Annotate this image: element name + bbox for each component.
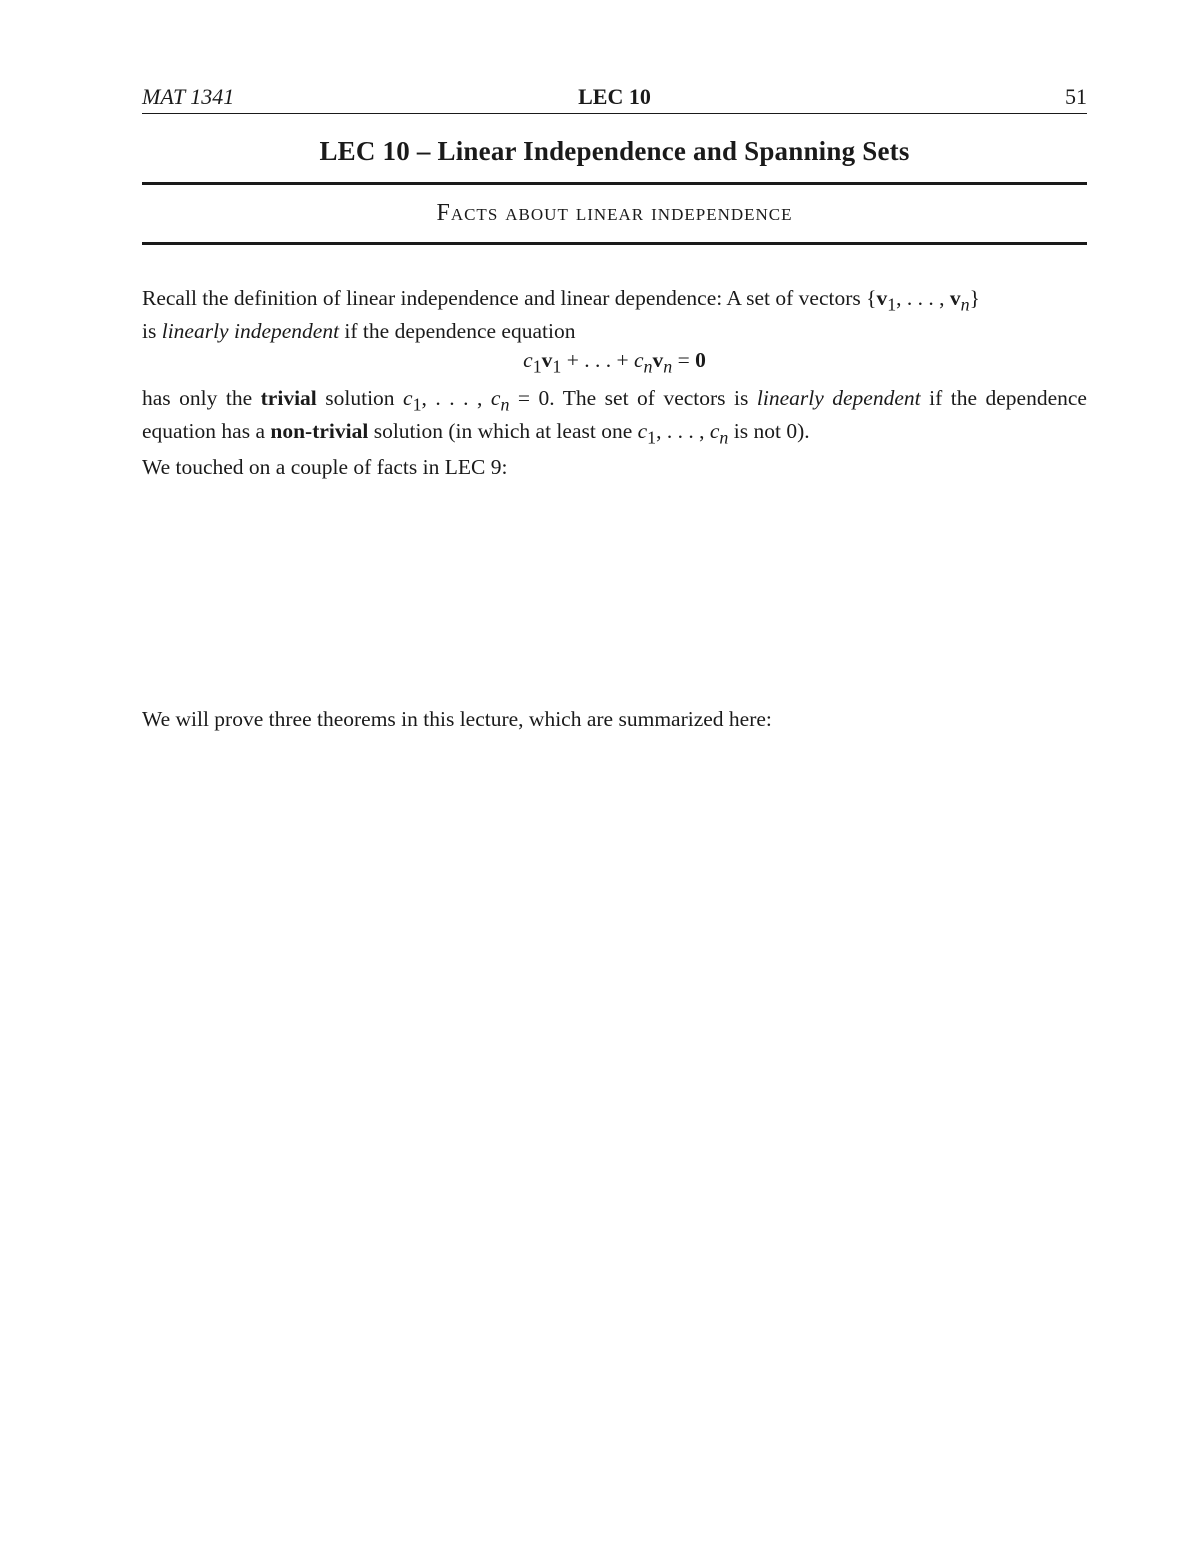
- vector-v1: v: [876, 286, 888, 310]
- header-rule: [142, 113, 1087, 114]
- page-number: 51: [1065, 84, 1087, 109]
- term-linearly-dependent: linearly dependent: [756, 386, 921, 410]
- title-rule-top: [142, 182, 1087, 185]
- eq-zero-vector: 0: [695, 348, 706, 372]
- theorems-paragraph: We will prove three theorems in this lecture, which are summarized here:: [142, 707, 772, 731]
- definition-paragraph: [142, 285, 1087, 345]
- running-header: [142, 84, 1087, 112]
- p2-text-c: = 0. The set of vectors is: [509, 386, 757, 410]
- p1-text-a: Recall the definition of linear independence and linear dependence: A set of vectors {: [142, 286, 877, 310]
- p2-c1b-sub: 1: [647, 427, 657, 448]
- course-code: MAT 1341: [142, 84, 235, 109]
- p2-c1: c: [403, 386, 413, 410]
- p2-cn-sub: n: [500, 394, 510, 415]
- term-non-trivial: non-trivial: [270, 419, 369, 444]
- eq-cn-sub: n: [643, 356, 653, 377]
- eq-equals: =: [672, 348, 696, 372]
- p2-cn: c: [490, 386, 501, 410]
- p2-dots: , . . . ,: [421, 386, 491, 410]
- eq-v1: v: [541, 348, 553, 372]
- term-trivial: trivial: [260, 386, 317, 410]
- p2-cnb: c: [709, 419, 720, 444]
- p2-c1b: c: [637, 419, 648, 444]
- document-page: [142, 0, 1087, 1553]
- facts-paragraph: We touched on a couple of facts in LEC 9:: [142, 455, 508, 479]
- p1-text-c: if the dependence equation: [339, 319, 576, 344]
- p1-dots: , . . . ,: [896, 286, 950, 310]
- eq-vn: v: [652, 348, 664, 372]
- sub-1: 1: [887, 294, 897, 315]
- p1-brace-close: }: [969, 286, 980, 310]
- eq-v1-sub: 1: [552, 356, 562, 377]
- p1-text-b: is: [142, 319, 162, 344]
- dependence-equation: [142, 348, 1087, 377]
- eq-cn: c: [634, 348, 644, 372]
- lecture-title: LEC 10 – Linear Independence and Spanning Sets: [319, 136, 910, 166]
- section-heading: Facts about linear independence: [436, 200, 793, 226]
- eq-vn-sub: n: [663, 356, 673, 377]
- eq-c1-sub: 1: [532, 356, 542, 377]
- eq-c1: c: [523, 348, 533, 372]
- p2-cnb-sub: n: [719, 427, 729, 448]
- vector-vn: v: [949, 286, 961, 310]
- title-rule-bottom: [142, 242, 1087, 245]
- lecture-label: LEC 10: [578, 84, 651, 109]
- term-linearly-independent: linearly independent: [161, 319, 340, 344]
- p2-dots2: , . . . ,: [656, 419, 710, 444]
- p2-text-a: has only the: [142, 386, 261, 410]
- eq-plus-dots: + . . . +: [561, 348, 634, 372]
- trivial-solution-paragraph: [142, 385, 1087, 452]
- p2-text-f: is not 0).: [728, 419, 810, 444]
- sub-n: n: [960, 294, 970, 315]
- p2-text-b: solution: [316, 386, 404, 410]
- p2-c1-sub: 1: [412, 394, 422, 415]
- p2-text-d: if the dependence equation has a: [142, 386, 1087, 444]
- p2-text-e: solution (in which at least one: [368, 419, 638, 444]
